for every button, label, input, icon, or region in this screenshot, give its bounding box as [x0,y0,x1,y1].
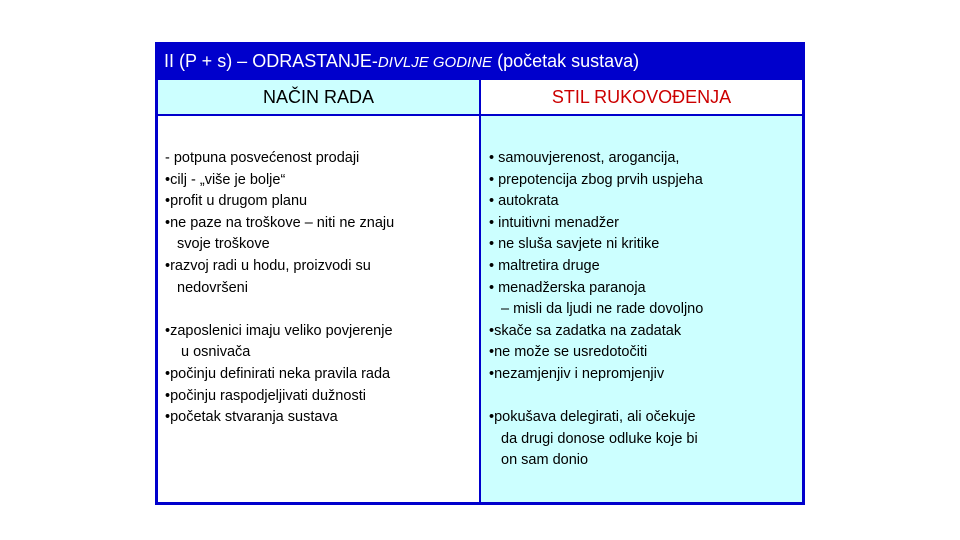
list-item: •početak stvaranja sustava [165,409,338,426]
spacer [165,299,473,321]
title-part-3: (početak sustava) [492,51,640,71]
list-item: • prepotencija zbog prvih uspjeha [489,171,703,188]
list-item-continuation: – misli da ljudi ne rade dovoljno [501,301,704,318]
list-item: • intuitivni menadžer [489,214,619,231]
title-part-2: DIVLJE GODINE [377,54,493,71]
list-item: •ne može se usredotočiti [489,344,648,361]
content-table [155,42,805,505]
list-item: •profit u drugom planu [165,193,308,210]
list-item: •ne paze na troškove – niti ne znaju [165,214,395,231]
header-nacin-rada: NAČIN RADA [158,80,479,114]
list-item-continuation: da drugi donose odluke koje bi [501,430,698,447]
list-item: •razvoj radi u hodu, proizvodi su [165,257,371,274]
list-item: • autokrata [489,193,559,210]
list-item: •pokušava delegirati, ali očekuje [489,409,696,426]
list-item: • samouvjerenost, arogancija, [489,150,680,166]
header-stil-rukovodenja: STIL RUKOVOĐENJA [481,80,802,114]
list-item: • ne sluša savjete ni kritike [489,236,660,253]
left-column [158,116,479,502]
slide-title [158,45,802,78]
list-item-continuation: u osnivača [181,344,251,361]
list-item: •počinju raspodjeljivati dužnosti [165,387,366,404]
list-item: •cilj - „više je bolje“ [165,171,286,188]
spacer [489,386,796,408]
list-item-continuation: nedovršeni [177,279,248,296]
list-item: • menadžerska paranoja [489,279,646,296]
list-item: •zaposlenici imaju veliko povjerenje [165,322,393,339]
list-item-continuation: on sam donio [501,452,589,469]
list-item: •skače sa zadatka na zadatak [489,322,682,339]
list-item: • maltretira druge [489,257,600,274]
list-item: •počinju definirati neka pravila rada [165,365,391,382]
list-item: - potpuna posvećenost prodaji [165,150,360,166]
title-part-1: II (P + s) – ODRASTANJE- [164,51,378,71]
list-item-continuation: svoje troškove [177,236,270,253]
right-column [481,116,802,502]
list-item: •nezamjenjiv i nepromjenjiv [489,365,665,382]
